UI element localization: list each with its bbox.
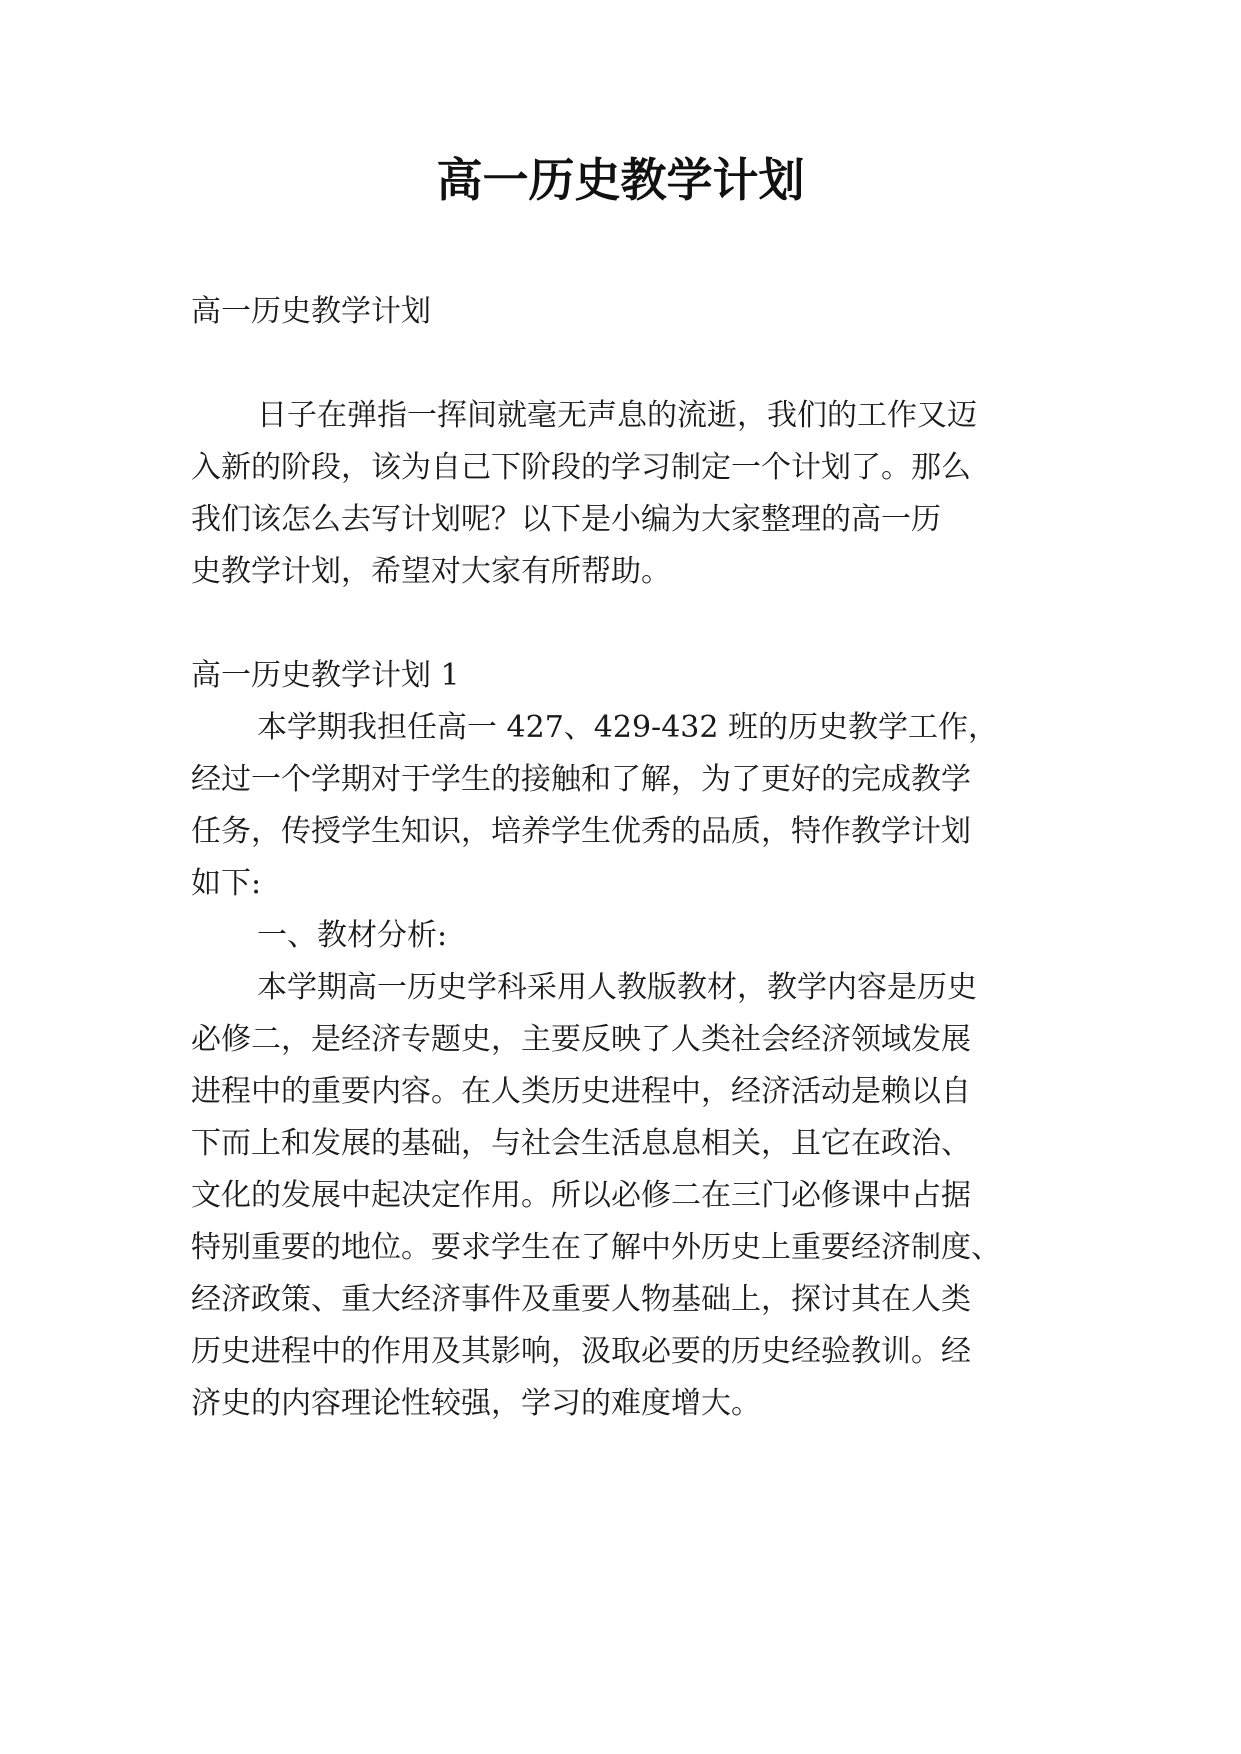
plan-intro-paragraph (191, 702, 1051, 910)
subheading: 一、教材分析: (257, 918, 448, 953)
paragraph-line: 经过一个学期对于学生的接触和了解，为了更好的完成教学 (191, 762, 971, 797)
paragraph-line: 历史进程中的作用及其影响，汲取必要的历史经验教训。经 (191, 1334, 971, 1369)
document-title: 高一历史教学计划 (436, 153, 805, 207)
spacer (191, 598, 1051, 650)
paragraph-line: 文化的发展中起决定作用。所以必修二在三门必修课中占据 (191, 1178, 971, 1213)
paragraph-line: 我们该怎么去写计划呢？以下是小编为大家整理的高一历 (191, 502, 941, 537)
paragraph-line: 下而上和发展的基础，与社会生活息息相关，且它在政治、 (191, 1126, 971, 1161)
paragraph-line: 日子在弹指一挥间就毫无声息的流逝，我们的工作又迈 (257, 398, 977, 433)
paragraph-line: 特别重要的地位。要求学生在了解中外历史上重要经济制度、 (191, 1230, 1001, 1265)
paragraph-line: 本学期我担任高一 427、429-432 班的历史教学工作， (257, 710, 998, 745)
paragraph-line: 济史的内容理论性较强，学习的难度增大。 (191, 1386, 761, 1421)
paragraph-line: 本学期高一历史学科采用人教版教材，教学内容是历史 (257, 970, 977, 1005)
paragraph-line: 经济政策、重大经济事件及重要人物基础上，探讨其在人类 (191, 1282, 971, 1317)
section-heading: 高一历史教学计划 1 (191, 658, 460, 693)
textbook-analysis-paragraph (191, 962, 1051, 1430)
paragraph-line: 进程中的重要内容。在人类历史进程中，经济活动是赖以自 (191, 1074, 971, 1109)
paragraph-line: 如下: (191, 866, 262, 901)
paragraph-line: 入新的阶段，该为自己下阶段的学习制定一个计划了。那么 (191, 450, 971, 485)
paragraph-line: 必修二，是经济专题史，主要反映了人类社会经济领域发展 (191, 1022, 971, 1057)
document-subtitle: 高一历史教学计划 (191, 294, 431, 329)
document-body (191, 286, 1051, 1430)
paragraph-line: 任务，传授学生知识，培养学生优秀的品质，特作教学计划 (191, 814, 971, 849)
intro-paragraph (191, 390, 1051, 598)
spacer (191, 338, 1051, 390)
paragraph-line: 史教学计划，希望对大家有所帮助。 (191, 554, 671, 589)
